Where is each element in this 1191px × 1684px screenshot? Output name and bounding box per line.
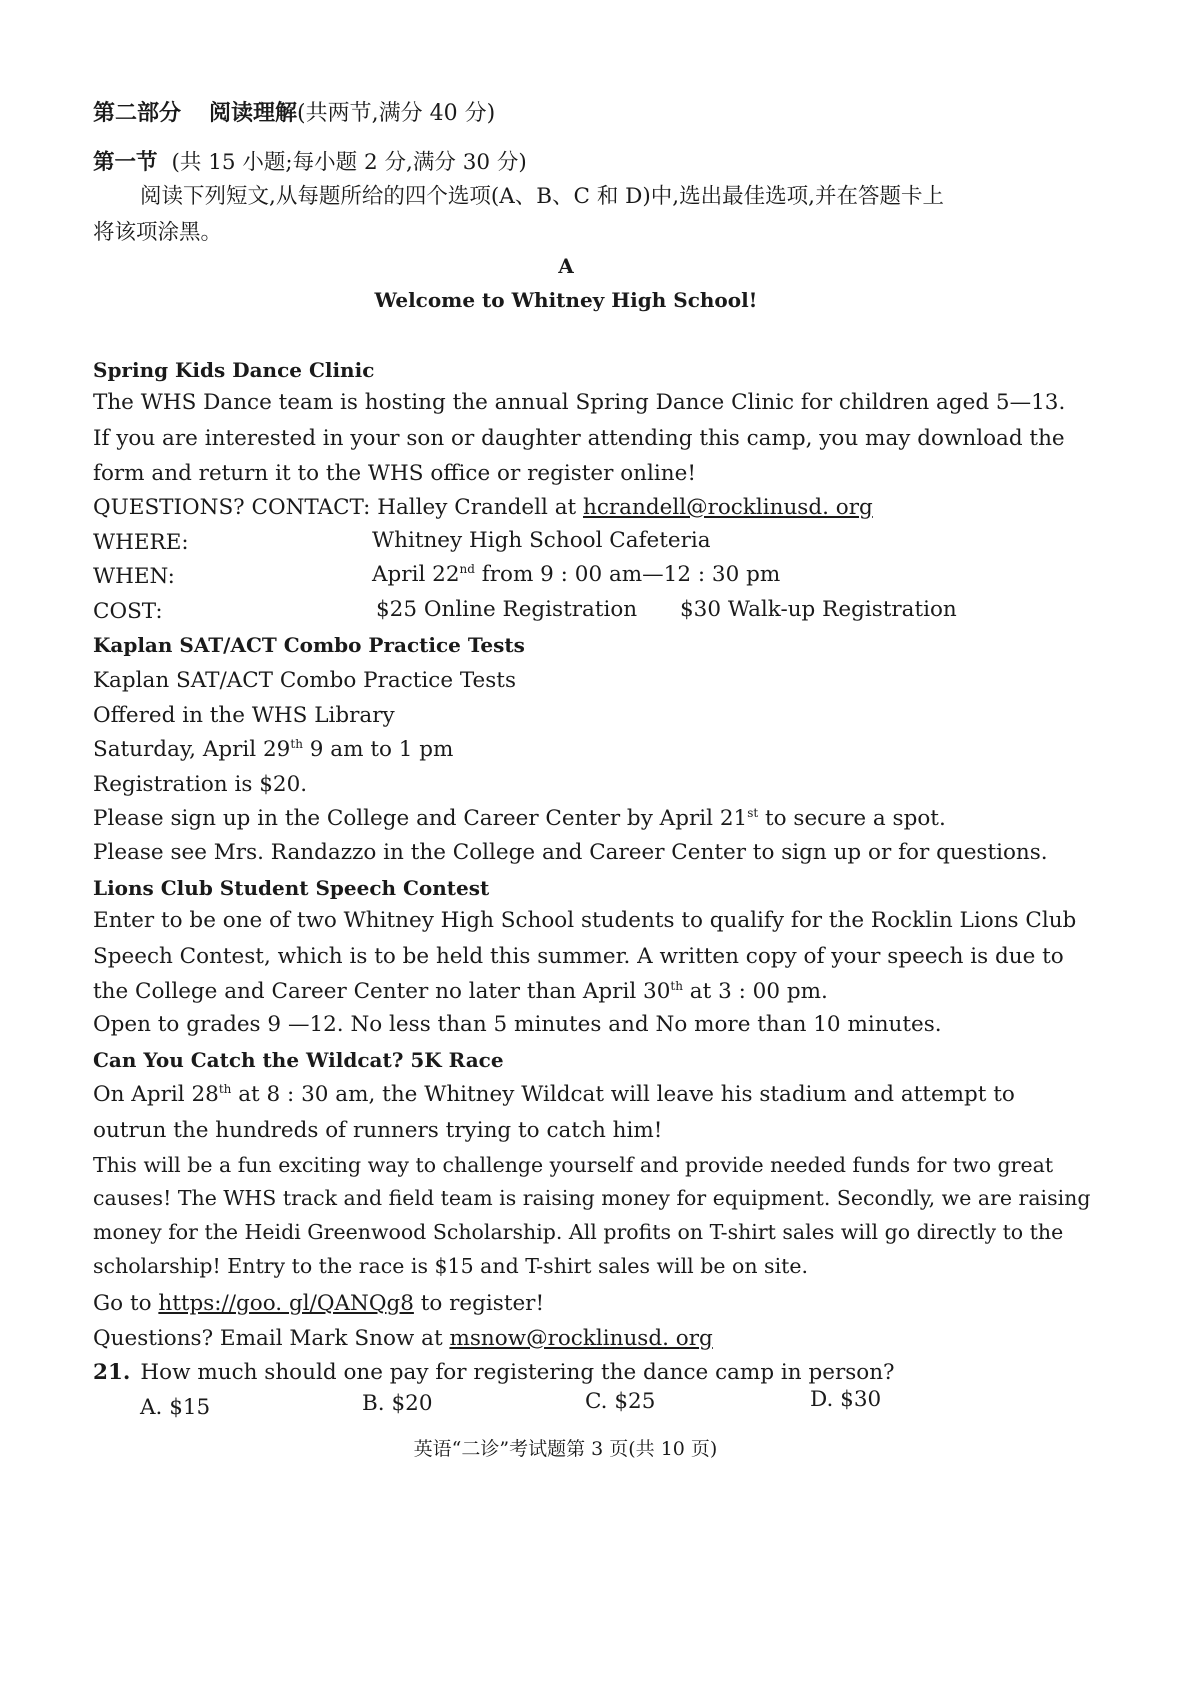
dance-where-value: Whitney High School Cafeteria xyxy=(372,528,711,553)
dance-cost-walkup: $30 Walk-up Registration xyxy=(680,597,957,622)
option-c[interactable]: C. $25 xyxy=(585,1389,656,1414)
option-a[interactable]: A. $15 xyxy=(140,1395,211,1420)
wildcat-line-4: causes! The WHS track and field team is raising money for equipment. Secondly, we are raising xyxy=(93,1186,1091,1210)
kaplan-line-3: Saturday, April 29th 9 am to 1 pm xyxy=(93,736,454,762)
wildcat-line-1: On April 28th at 8 : 30 am, the Whitney Wildcat will leave his stadium and attempt to xyxy=(93,1081,1015,1107)
dance-contact-email[interactable]: hcrandell@rocklinusd. org xyxy=(583,495,873,520)
option-b[interactable]: B. $20 xyxy=(362,1391,433,1416)
lions-line-1: Enter to be one of two Whitney High School students to qualify for the Rocklin Lions Club xyxy=(93,908,1077,933)
dance-line-2: If you are interested in your son or daughter attending this camp, you may download the xyxy=(93,426,1065,451)
wildcat-line-5: money for the Heidi Greenwood Scholarship. All profits on T-shirt sales will go directly to the xyxy=(93,1220,1064,1244)
kaplan-line-2: Offered in the WHS Library xyxy=(93,703,395,728)
kaplan-line-4: Registration is $20. xyxy=(93,772,308,797)
part-note: (共两节,满分 40 分) xyxy=(297,101,496,126)
question-stem: How much should one pay for registering the dance camp in person? xyxy=(140,1360,895,1385)
wildcat-line-6: scholarship! Entry to the race is $15 and T-shirt sales will be on site. xyxy=(93,1254,809,1278)
section-note: (共 15 小题;每小题 2 分,满分 30 分) xyxy=(171,150,527,175)
wildcat-email-link[interactable]: msnow@rocklinusd. org xyxy=(449,1326,713,1351)
section-heading xyxy=(93,152,527,174)
dance-line-1: The WHS Dance team is hosting the annual Spring Dance Clinic for children aged 5—13. xyxy=(93,390,1066,415)
dance-where-label: WHERE: xyxy=(93,530,189,555)
dance-cost-online: $25 Online Registration xyxy=(376,597,638,622)
dance-cost-label: COST: xyxy=(93,599,163,624)
dance-when-value: April 22nd from 9 : 00 am—12 : 30 pm xyxy=(372,561,781,587)
part-heading xyxy=(93,102,495,125)
lions-line-3: the College and Career Center no later than April 30th at 3 : 00 pm. xyxy=(93,978,828,1004)
register-link[interactable]: https://goo. gl/QANQg8 xyxy=(158,1291,414,1316)
passage-letter: A xyxy=(558,254,574,278)
kaplan-heading: Kaplan SAT/ACT Combo Practice Tests xyxy=(93,633,525,657)
lions-line-2: Speech Contest, which is to be held this summer. A written copy of your speech is due to xyxy=(93,944,1064,969)
dance-heading: Spring Kids Dance Clinic xyxy=(93,358,375,382)
option-d[interactable]: D. $30 xyxy=(810,1387,882,1412)
passage-title: Welcome to Whitney High School! xyxy=(374,288,758,312)
part-label: 第二部分 xyxy=(93,100,182,126)
lions-heading: Lions Club Student Speech Contest xyxy=(93,876,490,900)
page-footer: 英语“二诊”考试题第 3 页(共 10 页) xyxy=(413,1438,718,1460)
wildcat-heading: Can You Catch the Wildcat? 5K Race xyxy=(93,1048,504,1072)
instructions-line-2: 将该项涂黑。 xyxy=(93,220,223,245)
dance-contact xyxy=(93,497,873,519)
kaplan-line-1: Kaplan SAT/ACT Combo Practice Tests xyxy=(93,668,516,693)
kaplan-line-5: Please sign up in the College and Career Center by April 21st to secure a spot. xyxy=(93,805,946,831)
instructions-line-1: 阅读下列短文,从每题所给的四个选项(A、B、C 和 D)中,选出最佳选项,并在答题卡上 xyxy=(140,184,944,209)
question-21 xyxy=(93,1362,895,1384)
wildcat-email-line: Questions? Email Mark Snow at msnow@rocklinusd. org xyxy=(93,1326,713,1351)
wildcat-register-line: Go to https://goo. gl/QANQg8 to register! xyxy=(93,1291,545,1316)
question-number: 21. xyxy=(93,1360,131,1385)
kaplan-line-6: Please see Mrs. Randazzo in the College and Career Center to sign up or for questions. xyxy=(93,840,1048,865)
dance-contact-label: QUESTIONS? CONTACT: Halley Crandell at xyxy=(93,495,583,520)
wildcat-line-3: This will be a fun exciting way to challenge yourself and provide needed funds for two great xyxy=(93,1153,1054,1177)
dance-line-3: form and return it to the WHS office or register online! xyxy=(93,461,696,486)
part-title: 阅读理解 xyxy=(209,100,298,126)
section-label: 第一节 xyxy=(93,150,158,175)
lions-line-4: Open to grades 9 —12. No less than 5 minutes and No more than 10 minutes. xyxy=(93,1012,942,1037)
wildcat-line-2: outrun the hundreds of runners trying to catch him! xyxy=(93,1118,663,1143)
dance-when-label: WHEN: xyxy=(93,564,175,589)
